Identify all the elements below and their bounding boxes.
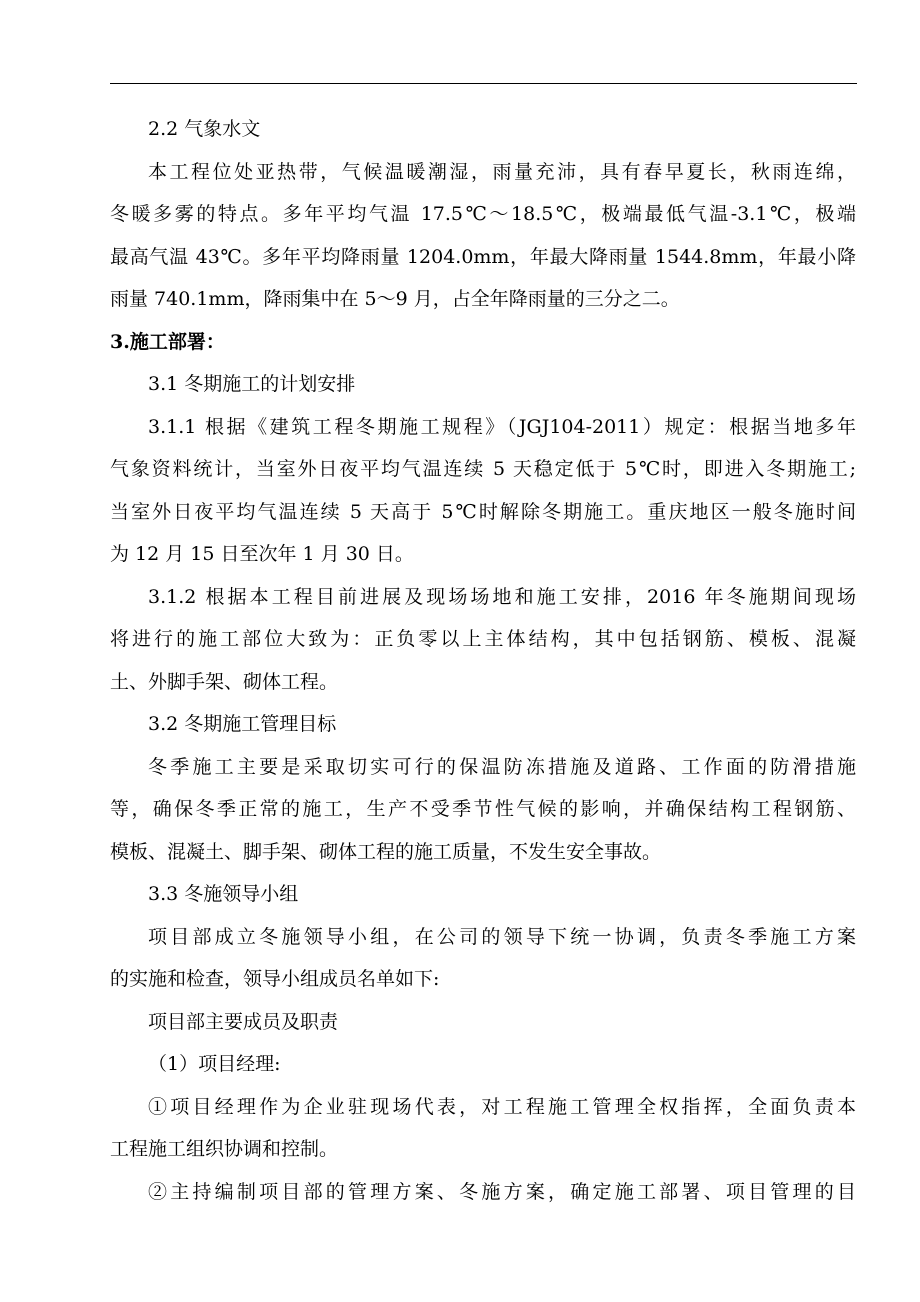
text-line: 3.3 冬施领导小组 xyxy=(148,883,299,905)
text-line: 当室外日夜平均气温连续 5 天高于 5℃时解除冬期施工。重庆地区一般冬施时间 xyxy=(110,500,856,523)
text-line: 雨量 740.1mm，降雨集中在 5～9 月，占全年降雨量的三分之二。 xyxy=(110,288,680,310)
text-line: （1）项目经理: xyxy=(148,1053,281,1075)
text-line: 最高气温 43℃。多年平均降雨量 1204.0mm，年最大降雨量 1544.8mm，年最小降 xyxy=(110,245,856,268)
text-line: 气象资料统计，当室外日夜平均气温连续 5 天稳定低于 5℃时，即进入冬期施工; xyxy=(110,458,856,480)
text-line: 模板、混凝土、脚手架、砌体工程的施工质量，不发生安全事故。 xyxy=(110,840,662,863)
document-body xyxy=(110,108,856,1213)
text-line: 为 12 月 15 日至次年 1 月 30 日。 xyxy=(110,543,414,565)
text-line: 冬季施工主要是采取切实可行的保温防冻措施及道路、工作面的防滑措施 xyxy=(148,755,856,778)
text-line: 项目部主要成员及职责 xyxy=(148,1010,339,1033)
text-line: ①项目经理作为企业驻现场代表，对工程施工管理全权指挥，全面负责本 xyxy=(148,1095,856,1118)
text-line: 本工程位处亚热带，气候温暖潮湿，雨量充沛，具有春早夏长，秋雨连绵， xyxy=(148,160,856,183)
text-line: 3.1.2 根据本工程目前进展及现场场地和施工安排，2016 年冬施期间现场 xyxy=(148,585,856,608)
text-line: 将进行的施工部位大致为：正负零以上主体结构，其中包括钢筋、模板、混凝 xyxy=(110,628,856,650)
text-line: 2.2 气象水文 xyxy=(148,118,261,140)
text-line: 冬暖多雾的特点。多年平均气温 17.5℃～18.5℃，极端最低气温-3.1℃，极端 xyxy=(110,203,856,225)
text-line: 项目部成立冬施领导小组，在公司的领导下统一协调，负责冬季施工方案 xyxy=(148,925,856,948)
text-line: 等，确保冬季正常的施工，生产不受季节性气候的影响，并确保结构工程钢筋、 xyxy=(110,798,856,820)
text-line: 的实施和检查，领导小组成员名单如下: xyxy=(110,968,440,990)
text-line: ②主持编制项目部的管理方案、冬施方案，确定施工部署、项目管理的目 xyxy=(148,1180,856,1203)
text-line: 3.1 冬期施工的计划安排 xyxy=(148,373,356,395)
text-line: 3.1.1 根据《建筑工程冬期施工规程》（JGJ104-2011）规定：根据当地多年 xyxy=(148,415,856,438)
text-line: 3.2 冬期施工管理目标 xyxy=(148,713,337,735)
text-line: 工程施工组织协调和控制。 xyxy=(110,1138,339,1160)
header-rule xyxy=(110,83,857,84)
section-heading: 3.施工部署： xyxy=(110,330,225,353)
text-line: 土、外脚手架、砌体工程。 xyxy=(110,670,339,693)
